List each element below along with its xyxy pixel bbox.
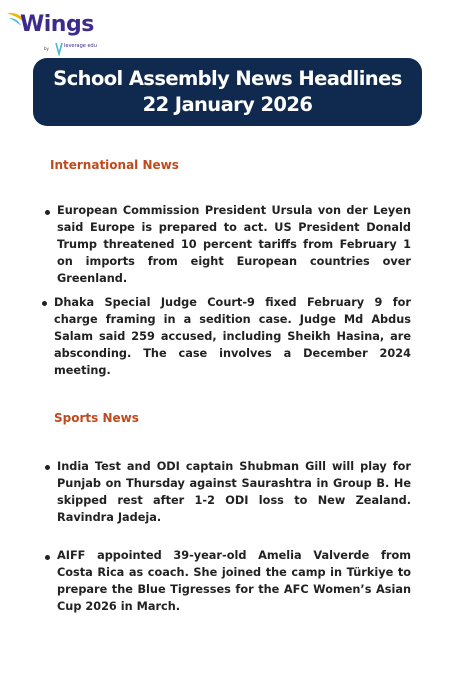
- wings-logo: [6, 6, 116, 58]
- section-heading-sports: Sports News: [54, 411, 139, 425]
- brand-sub: leverage edu: [64, 43, 97, 49]
- news-item-sports-1: India Test and ODI captain Shubman Gill will play for Punjab on Thursday against Saurashtra in Group B. He skipped rest after 1-2 ODI loss to New Zealand. Ravindra Jadeja.: [57, 460, 411, 524]
- title-banner: [33, 58, 422, 126]
- news-item-sports-2: AIFF appointed 39-year-old Amelia Valverde from Costa Rica as coach. She joined the camp in Türkiye to prepare the Blue Tigresses for the AFC Women’s Asian Cup 2026 in March.: [57, 549, 411, 613]
- page-date: 22 January 2026: [142, 93, 313, 116]
- bullet-dot: [45, 210, 50, 215]
- section-heading-international: International News: [50, 158, 179, 172]
- page-title: School Assembly News Headlines: [53, 67, 402, 90]
- bullet-dot: [42, 301, 47, 306]
- brand-by: by: [44, 46, 49, 51]
- leverage-mark-icon: [54, 42, 64, 56]
- brand-name: Wings: [20, 12, 94, 37]
- bullet-dot: [45, 465, 50, 470]
- bullet-dot: [45, 555, 50, 560]
- news-item-international-1: European Commission President Ursula von der Leyen said Europe is prepared to act. US President Donald Trump threatened 10 percent tariffs from February 1 on imports from eight European countries over Greenland.: [57, 204, 411, 285]
- news-item-international-2: Dhaka Special Judge Court-9 fixed February 9 for charge framing in a sedition case. Judge Md Abdus Salam said 259 accused, including Sheikh Hasina, are absconding. The case involves a December 2024 meeting.: [54, 296, 411, 377]
